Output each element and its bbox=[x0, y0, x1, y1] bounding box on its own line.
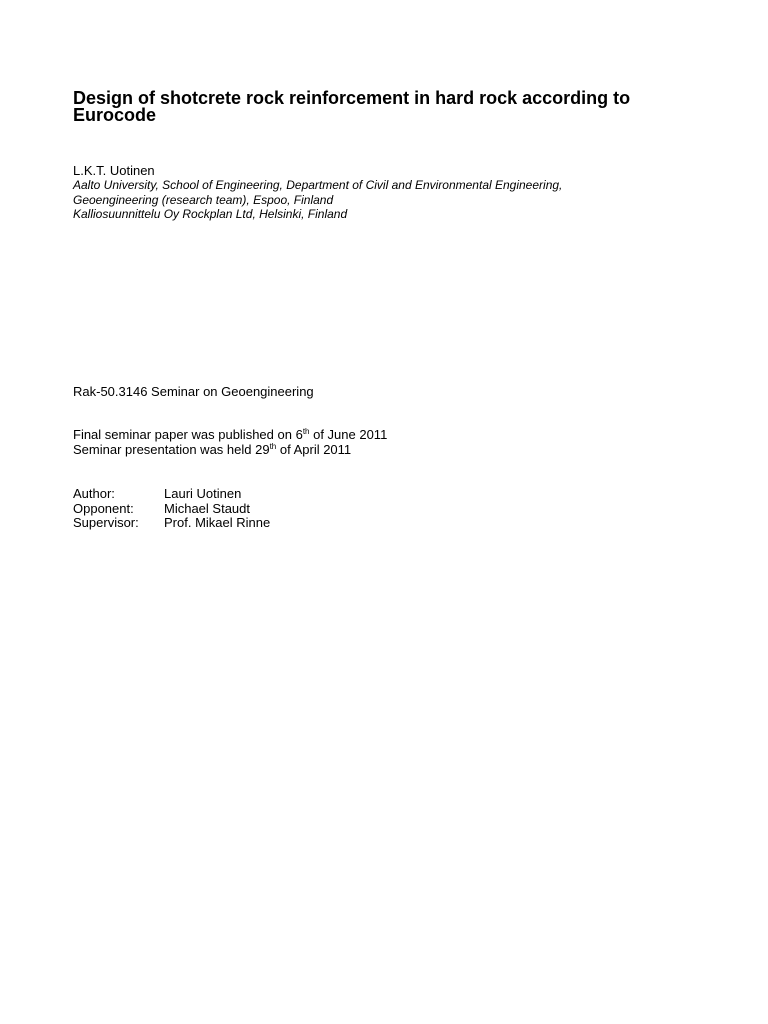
paper-title: Design of shotcrete rock reinforcement in hard rock according to Eurocode bbox=[73, 88, 631, 125]
publication-info bbox=[73, 428, 387, 457]
final-paper-line: Final seminar paper was published on 6th of June 2011 bbox=[73, 427, 388, 442]
role-name: Prof. Mikael Rinne bbox=[164, 515, 271, 531]
role-row-opponent bbox=[73, 502, 270, 517]
affiliations bbox=[73, 178, 673, 222]
roles-list bbox=[73, 487, 270, 531]
role-name: Michael Staudt bbox=[164, 500, 250, 516]
role-row-author bbox=[73, 487, 270, 502]
role-label: Supervisor: bbox=[73, 515, 139, 531]
role-label: Author: bbox=[73, 486, 115, 501]
affiliation-line: Aalto University, School of Engineering, Department of Civil and Environmental Engineering, bbox=[73, 178, 563, 192]
role-name: Lauri Uotinen bbox=[164, 486, 242, 501]
author-line: L.K.T. Uotinen bbox=[73, 163, 155, 178]
seminar-course: Rak-50.3146 Seminar on Geoengineering bbox=[73, 384, 314, 399]
role-label: Opponent: bbox=[73, 500, 134, 516]
role-row-supervisor bbox=[73, 516, 270, 531]
affiliation-line: Kalliosuunnittelu Oy Rockplan Ltd, Helsinki, Finland bbox=[73, 207, 348, 221]
affiliation-line: Geoengineering (research team), Espoo, Finland bbox=[73, 192, 334, 207]
presentation-line: Seminar presentation was held 29th of April 2011 bbox=[73, 441, 352, 457]
